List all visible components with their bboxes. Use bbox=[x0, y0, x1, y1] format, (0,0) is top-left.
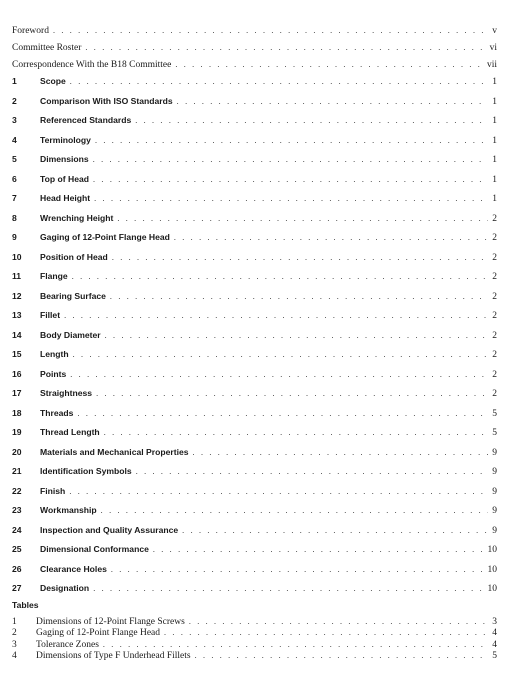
entry-page-number: 9 bbox=[492, 486, 497, 497]
entry-title: Inspection and Quality Assurance bbox=[40, 524, 179, 535]
entry-title: Gaging of 12-Point Flange Head bbox=[40, 232, 170, 242]
entry-number: 22 bbox=[12, 485, 22, 496]
toc-entry[interactable] bbox=[12, 461, 497, 481]
entry-number: 25 bbox=[12, 544, 22, 554]
entry-number: 7 bbox=[12, 193, 17, 203]
toc-entry[interactable] bbox=[12, 130, 497, 150]
toc-entry[interactable] bbox=[12, 71, 497, 91]
entry-number: 13 bbox=[12, 310, 22, 320]
entry-number: 14 bbox=[12, 329, 22, 340]
dot-leader bbox=[175, 54, 483, 72]
dot-leader bbox=[195, 645, 489, 663]
entry-page-number: 2 bbox=[492, 213, 497, 224]
dot-leader bbox=[93, 169, 488, 187]
toc-entry[interactable] bbox=[12, 247, 497, 267]
entry-number: 17 bbox=[12, 388, 22, 398]
entry-title: Wrenching Height bbox=[40, 212, 114, 223]
entry-page-number: 2 bbox=[492, 330, 497, 341]
toc-entry[interactable] bbox=[12, 403, 497, 423]
dot-leader bbox=[95, 130, 488, 148]
dot-leader bbox=[193, 442, 489, 460]
toc-entry[interactable] bbox=[12, 169, 497, 189]
entry-page-number: 1 bbox=[492, 155, 497, 165]
toc-entry[interactable] bbox=[12, 383, 497, 403]
toc-entry[interactable] bbox=[12, 149, 497, 169]
entry-number: 1 bbox=[12, 76, 17, 86]
dot-leader bbox=[93, 149, 489, 167]
dot-leader bbox=[73, 344, 489, 362]
dot-leader bbox=[153, 539, 484, 557]
entry-title: Dimensions of Type F Underhead Fillets bbox=[36, 651, 191, 661]
toc-entry[interactable] bbox=[12, 422, 497, 442]
entry-number: 3 bbox=[12, 639, 17, 650]
entry-page-number: 2 bbox=[492, 291, 497, 302]
toc-entry[interactable] bbox=[12, 344, 497, 364]
entry-number: 5 bbox=[12, 154, 17, 164]
entry-page-number: 10 bbox=[487, 545, 497, 555]
entry-number: 19 bbox=[12, 427, 22, 437]
entry-number: 10 bbox=[12, 251, 22, 262]
entry-title: Straightness bbox=[40, 388, 93, 398]
dot-leader bbox=[117, 208, 488, 226]
entry-page-number: 1 bbox=[492, 96, 497, 107]
entry-page-number: 4 bbox=[492, 639, 497, 650]
dot-leader bbox=[85, 37, 485, 55]
entry-page-number: 2 bbox=[492, 252, 497, 263]
toc-entry[interactable] bbox=[12, 91, 497, 111]
entry-title: Comparison With ISO Standards bbox=[40, 95, 173, 106]
entry-page-number: 3 bbox=[492, 616, 497, 627]
entry-title: Materials and Mechanical Properties bbox=[40, 446, 189, 457]
entry-page-number: vi bbox=[489, 43, 497, 53]
entry-title: Dimensions bbox=[40, 154, 89, 164]
entry-page-number: 5 bbox=[492, 651, 497, 661]
entry-title: Foreword bbox=[12, 26, 49, 36]
dot-leader bbox=[105, 325, 489, 343]
entry-title: Body Diameter bbox=[40, 329, 101, 340]
tables-heading: Tables bbox=[12, 599, 39, 610]
entry-title: Identification Symbols bbox=[40, 466, 132, 476]
toc-entry[interactable] bbox=[12, 286, 497, 306]
toc-entry[interactable] bbox=[12, 364, 497, 384]
dot-leader bbox=[77, 403, 488, 421]
entry-number: 4 bbox=[12, 651, 17, 661]
entry-page-number: 1 bbox=[492, 77, 497, 87]
dot-leader bbox=[70, 71, 488, 89]
dot-leader bbox=[111, 559, 484, 577]
dot-leader bbox=[104, 422, 489, 440]
toc-entry[interactable] bbox=[12, 305, 497, 325]
entry-page-number: vii bbox=[486, 60, 497, 70]
toc-entry[interactable] bbox=[12, 266, 497, 286]
entry-page-number: 2 bbox=[492, 233, 497, 243]
dot-leader bbox=[93, 578, 483, 596]
toc-entry[interactable] bbox=[12, 559, 497, 579]
dot-leader bbox=[182, 520, 488, 538]
entry-title: Dimensions of 12-Point Flange Screws bbox=[36, 616, 185, 627]
entry-page-number: 1 bbox=[492, 174, 497, 185]
entry-number: 27 bbox=[12, 583, 22, 593]
toc-entry[interactable] bbox=[12, 442, 497, 462]
entry-title: Threads bbox=[40, 407, 74, 418]
entry-title: Gaging of 12-Point Flange Head bbox=[36, 628, 161, 638]
entry-title: Referenced Standards bbox=[40, 115, 132, 125]
entry-title: Points bbox=[40, 368, 67, 379]
entry-page-number: 9 bbox=[492, 467, 497, 477]
entry-number: 18 bbox=[12, 407, 22, 418]
entry-title: Terminology bbox=[40, 134, 91, 145]
dot-leader bbox=[110, 286, 488, 304]
dot-leader bbox=[70, 364, 488, 382]
entry-number: 2 bbox=[12, 628, 17, 638]
entry-page-number: 5 bbox=[492, 408, 497, 419]
entry-number: 26 bbox=[12, 563, 22, 574]
toc-entry[interactable] bbox=[12, 227, 497, 247]
entry-title: Correspondence With the B18 Committee bbox=[12, 60, 172, 70]
entry-number: 23 bbox=[12, 505, 22, 515]
entry-title: Finish bbox=[40, 485, 66, 496]
toc-entry[interactable] bbox=[12, 110, 497, 130]
toc-entry[interactable] bbox=[12, 20, 497, 37]
toc-entry[interactable] bbox=[12, 325, 497, 345]
entry-title: Length bbox=[40, 349, 69, 359]
entry-title: Committee Roster bbox=[12, 43, 82, 53]
toc-entry[interactable] bbox=[12, 208, 497, 228]
front-matter-list bbox=[12, 20, 497, 71]
entry-page-number: 2 bbox=[492, 350, 497, 360]
entry-number: 8 bbox=[12, 212, 17, 223]
dot-leader bbox=[177, 91, 489, 109]
entry-title: Position of Head bbox=[40, 251, 108, 262]
entry-page-number: 2 bbox=[492, 389, 497, 399]
dot-leader bbox=[94, 188, 488, 206]
entry-title: Workmanship bbox=[40, 505, 97, 515]
entry-number: 4 bbox=[12, 134, 17, 145]
entry-number: 9 bbox=[12, 232, 17, 242]
entry-page-number: 10 bbox=[487, 564, 497, 575]
entry-title: Designation bbox=[40, 583, 90, 593]
dot-leader bbox=[64, 305, 488, 323]
dot-leader bbox=[174, 227, 488, 245]
toc-entry[interactable] bbox=[12, 500, 497, 520]
entry-title: Dimensional Conformance bbox=[40, 544, 149, 554]
entry-title: Tolerance Zones bbox=[36, 639, 99, 650]
toc-entry[interactable] bbox=[12, 481, 497, 501]
entry-page-number: v bbox=[492, 26, 497, 36]
dot-leader bbox=[53, 20, 488, 38]
entry-title: Flange bbox=[40, 271, 68, 281]
entry-page-number: 1 bbox=[492, 135, 497, 146]
toc-entry[interactable] bbox=[12, 54, 497, 71]
entry-page-number: 9 bbox=[492, 447, 497, 458]
entry-page-number: 2 bbox=[492, 272, 497, 282]
toc-entry[interactable] bbox=[12, 37, 497, 54]
dot-leader bbox=[101, 500, 489, 518]
entry-number: 6 bbox=[12, 173, 17, 184]
section-list bbox=[12, 71, 497, 598]
dot-leader bbox=[69, 481, 488, 499]
entry-number: 20 bbox=[12, 446, 22, 457]
entry-number: 15 bbox=[12, 349, 22, 359]
toc-entry[interactable] bbox=[12, 188, 497, 208]
dot-leader bbox=[96, 383, 488, 401]
entry-title: Fillet bbox=[40, 310, 61, 320]
entry-number: 3 bbox=[12, 115, 17, 125]
entry-page-number: 9 bbox=[492, 525, 497, 536]
entry-title: Scope bbox=[40, 76, 66, 86]
entry-page-number: 5 bbox=[492, 428, 497, 438]
entry-number: 2 bbox=[12, 95, 17, 106]
entry-page-number: 1 bbox=[492, 116, 497, 126]
toc-entry[interactable] bbox=[12, 578, 497, 598]
entry-title: Clearance Holes bbox=[40, 563, 107, 574]
table-of-contents bbox=[12, 20, 497, 661]
entry-page-number: 2 bbox=[492, 311, 497, 321]
entry-title: Top of Head bbox=[40, 173, 90, 184]
entry-page-number: 9 bbox=[492, 506, 497, 516]
entry-title: Thread Length bbox=[40, 427, 100, 437]
toc-entry[interactable] bbox=[12, 539, 497, 559]
entry-page-number: 4 bbox=[492, 628, 497, 638]
entry-number: 11 bbox=[12, 271, 22, 281]
toc-entry[interactable] bbox=[12, 520, 497, 540]
entry-number: 1 bbox=[12, 616, 17, 627]
dot-leader bbox=[72, 266, 489, 284]
dot-leader bbox=[136, 461, 489, 479]
entry-number: 16 bbox=[12, 368, 22, 379]
dot-leader bbox=[112, 247, 488, 265]
dot-leader bbox=[135, 110, 488, 128]
entry-page-number: 1 bbox=[492, 194, 497, 204]
toc-entry[interactable] bbox=[12, 611, 497, 627]
entry-number: 12 bbox=[12, 290, 22, 301]
entry-number: 24 bbox=[12, 524, 22, 535]
entry-page-number: 2 bbox=[492, 369, 497, 380]
entry-number: 21 bbox=[12, 466, 22, 476]
entry-page-number: 10 bbox=[487, 584, 497, 594]
tables-list bbox=[12, 611, 497, 661]
entry-title: Bearing Surface bbox=[40, 290, 106, 301]
entry-title: Head Height bbox=[40, 193, 91, 203]
